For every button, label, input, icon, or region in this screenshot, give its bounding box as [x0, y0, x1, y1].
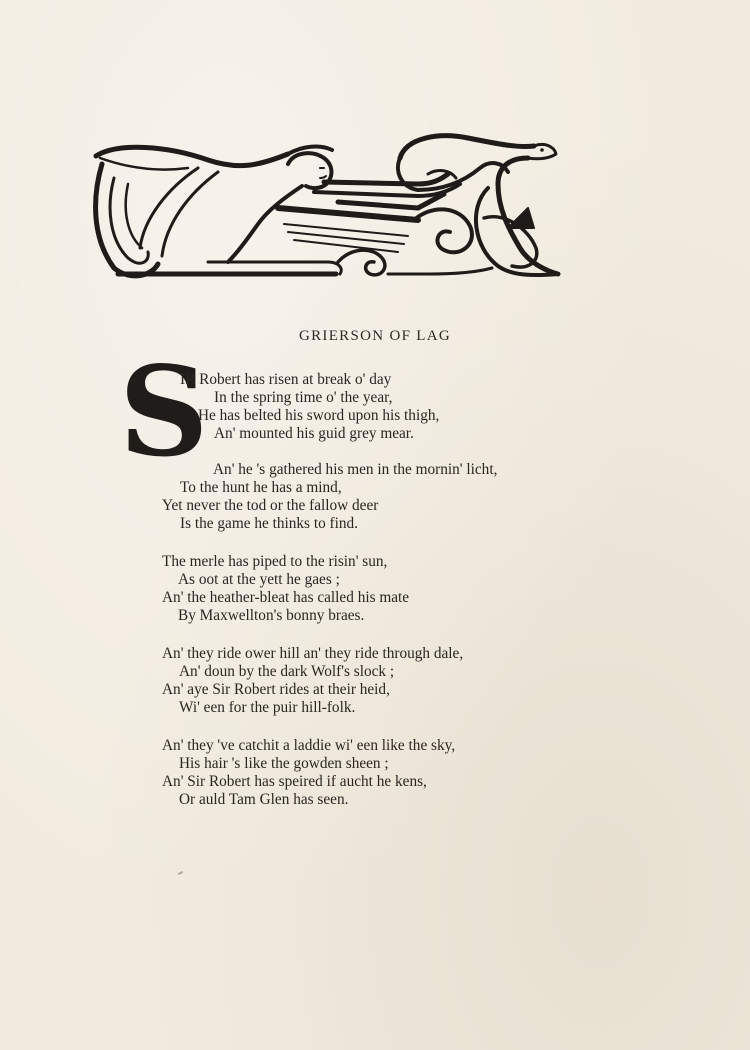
poem-line: An' they 've catchit a laddie wi' een like the sky, — [162, 737, 456, 754]
poem-line: The merle has piped to the risin' sun, — [162, 553, 388, 570]
poem-line: As oot at the yett he gaes ; — [178, 571, 340, 588]
poem-title: GRIERSON OF LAG — [298, 328, 451, 344]
poem-line: An' aye Sir Robert rides at their heid, — [162, 681, 390, 698]
poem-line: To the hunt he has a mind, — [180, 479, 342, 496]
poem-line: An' Sir Robert has speired if aucht he kens, — [162, 773, 427, 790]
poem-line: IR Robert has risen at break o' day — [180, 371, 392, 388]
poem-line: Wi' een for the puir hill-folk. — [179, 699, 356, 716]
poem-line: Is the game he thinks to find. — [180, 515, 359, 532]
poem-line: An' he 's gathered his men in the mornin' licht, — [213, 461, 498, 478]
paper-speck — [178, 871, 183, 875]
poem-line: An' mounted his guid grey mear. — [214, 425, 414, 442]
poem-line: Yet never the tod or the fallow deer — [162, 497, 379, 514]
poem-line: He has belted his sword upon his thigh, — [198, 407, 440, 424]
poem-line: An' the heather-bleat has called his mate — [162, 589, 410, 606]
poem-line: Or auld Tam Glen has seen. — [179, 791, 349, 808]
celtic-headpiece-illustration — [88, 128, 562, 284]
poem-line: By Maxwellton's bonny braes. — [178, 607, 365, 624]
poem-line: His hair 's like the gowden sheen ; — [179, 755, 389, 772]
poem-line: In the spring time o' the year, — [214, 389, 393, 406]
poem-line: An' doun by the dark Wolf's slock ; — [179, 663, 395, 680]
drop-cap-letter: S — [119, 340, 209, 485]
poem-line: An' they ride ower hill an' they ride through dale, — [162, 645, 464, 662]
